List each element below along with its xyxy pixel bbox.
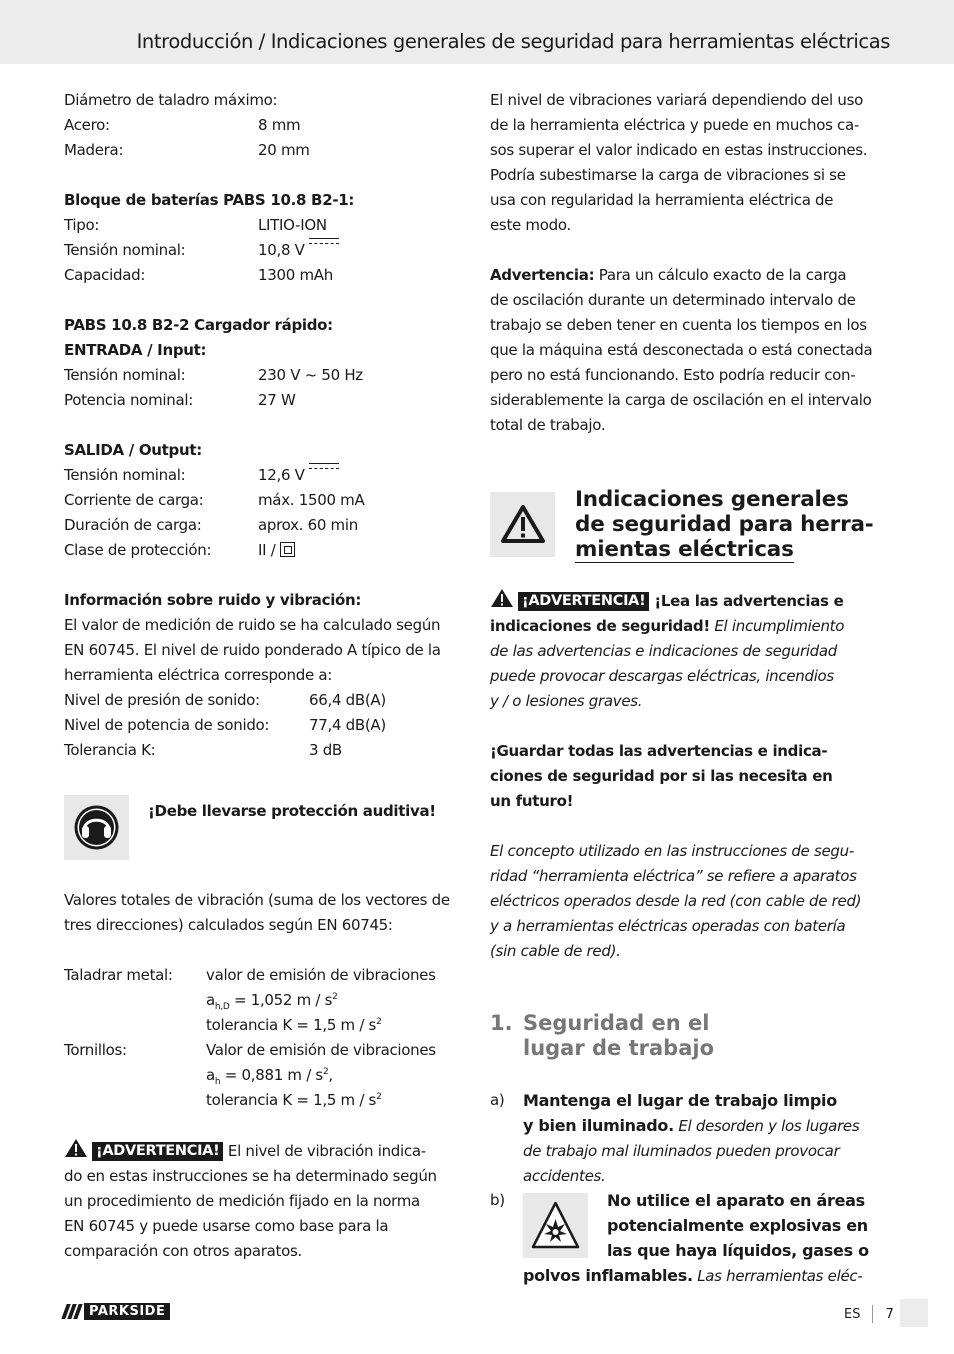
spec-key: Tensión nominal: [64,466,186,484]
paragraph-line: siderablemente la carga de oscilación en el intervalo [490,391,872,409]
spec-value: LITIO-ION [258,216,327,234]
paragraph-line: Podría subestimarse la carga de vibraciones si se [490,166,846,184]
explosive-hazard-icon [523,1193,588,1258]
keep-instructions: un futuro! [490,792,574,810]
output-heading: SALIDA / Output: [64,441,202,459]
spec-key: Nivel de potencia de sonido: [64,716,270,734]
vibration-row [64,1038,464,1063]
logo-stripes-icon [64,1304,80,1319]
warning-line [490,614,890,639]
spec-row [64,738,464,763]
right-column [490,88,890,438]
warning-triangle-icon [490,588,514,608]
section-title-line: mientas eléctricas [575,537,794,562]
advertencia-label: Advertencia: [490,266,595,284]
spec-value: II / [258,541,280,559]
page-footer [844,1305,894,1323]
section-title [575,487,895,562]
spec-key: Diámetro de taladro máximo: [64,91,278,109]
spec-key: Tensión nominal: [64,241,186,259]
language-code: ES [844,1306,861,1322]
list-item-label: a) [490,1091,505,1109]
spec-row [64,688,464,713]
warning-italic: y / o lesiones graves. [490,692,643,710]
list-item-bold-line: potencialmente explosivas en [607,1216,868,1235]
list-item-bold: polvos inflamables. [523,1266,693,1285]
spec-row [64,538,464,563]
warning-triangle-icon [490,492,555,557]
input-heading: ENTRADA / Input: [64,341,207,359]
concept-text: y a herramientas eléctricas operadas con batería [490,917,846,935]
vibration-text: valor de emisión de vibraciones [206,966,436,984]
list-item-bold-line: las que haya líquidos, gases o [607,1241,869,1260]
ear-protection-notice [64,795,464,860]
paragraph-line: total de trabajo. [490,416,606,434]
noise-text: El valor de medición de ruido se ha calculado según EN 60745. El nivel de ruido ponderado A típico de la herramienta eléctrica corresponde a: [64,616,441,684]
subsection-title-line: lugar de trabajo [523,1036,714,1060]
warning-line [490,588,890,614]
paragraph-line: El nivel de vibraciones variará dependiendo del uso [490,91,863,109]
subsection-number: 1. [490,1011,513,1035]
list-item-italic: accidentes. [523,1167,606,1185]
vibration-value: $a_h = 0,881$ m / $s^2$, [206,1066,333,1087]
vibration-row [64,1013,464,1038]
page-header [0,0,954,64]
spec-key: Madera: [64,141,124,159]
spec-key: Corriente de carga: [64,491,204,509]
list-item-text [523,1088,890,1189]
paragraph-line: trabajo se deben tener en cuenta los tiempos en los [490,316,867,334]
advertencia-paragraph [490,263,890,288]
list-item-italic: de trabajo mal iluminados pueden provocar [523,1142,840,1160]
list-item-label: b) [490,1191,505,1209]
spec-row [64,388,464,413]
dc-symbol-icon [309,238,339,247]
noise-heading: Información sobre ruido y vibración: [64,591,362,609]
list-item-text [523,1263,893,1289]
vibration-row [64,988,464,1013]
footer-divider [872,1305,873,1323]
warning-bold: indicaciones de seguridad! [490,617,710,635]
spec-row [64,513,464,538]
list-item [490,1188,890,1288]
spec-key: Tensión nominal: [64,366,186,384]
paragraph-line: este modo. [490,216,571,234]
warning-text: do en estas instrucciones se ha determinado según [64,1167,437,1185]
list-item-bold-line: No utilice el aparato en áreas [607,1191,865,1210]
warning-italic: El incumplimiento [709,617,845,635]
keep-instructions: ciones de seguridad por si las necesita en [490,767,833,785]
spec-value: 12,6 V [258,466,305,484]
warning-italic: de las advertencias e indicaciones de seguridad [490,642,838,660]
spec-value: 3 dB [309,741,342,759]
page-title: Introducción / Indicaciones generales de seguridad para herramientas eléctricas [136,30,890,53]
spec-value: 230 V ~ 50 Hz [258,366,363,384]
spec-value: 66,4 dB(A) [309,691,386,709]
paragraph-line: pero no está funcionando. Esto podría reducir con- [490,366,856,384]
safety-warning-block [490,588,890,964]
warning-text: un procedimiento de medición fijado en la norma [64,1192,420,1210]
warning-badge: ¡ADVERTENCIA! [518,592,649,611]
left-column [64,88,464,763]
spec-key: Tolerancia K: [64,741,156,759]
vibration-text: Valor de emisión de vibraciones [206,1041,436,1059]
paragraph-line: que la máquina está desconectada o está conectada [490,341,873,359]
battery-heading: Bloque de baterías PABS 10.8 B2-1: [64,191,355,209]
warning-italic: puede provocar descargas eléctricas, incendios [490,667,834,685]
warning-text: EN 60745 y puede usarse como base para la [64,1217,389,1235]
spec-row [64,363,464,388]
protection-class-ii-icon [280,542,295,557]
list-item-bold: y bien iluminado. [523,1116,674,1135]
paragraph-line: usa con regularidad la herramienta eléctrica de [490,191,834,209]
vibration-row [64,963,464,988]
spec-row [64,263,464,288]
spec-key: Clase de protección: [64,541,212,559]
paragraph-line: sos superar el valor indicado en estas instrucciones. [490,141,868,159]
list-item-bold [607,1188,897,1263]
spec-row [64,713,464,738]
vibration-row [64,1063,464,1088]
vibration-intro: Valores totales de vibración (suma de los vectores de tres direcciones) calculados según EN 60745: [64,891,450,934]
spec-value: 1300 mAh [258,266,333,284]
subsection-title-line: Seguridad en el [523,1011,710,1035]
spec-key: Capacidad: [64,266,146,284]
brand-logo [64,1303,170,1320]
brand-name: PARKSIDE [84,1303,170,1320]
ear-protection-text: ¡Debe llevarse protección auditiva! [148,802,436,820]
vibration-warning [64,1138,464,1164]
vibration-row [64,1088,464,1113]
list-item-italic: Las herramientas eléc- [692,1267,863,1285]
vibration-section [64,888,464,1264]
vibration-key: Taladrar metal: [64,966,173,984]
spec-row [64,488,464,513]
section-title-line: de seguridad para herra- [575,512,874,537]
safety-section-heading [490,487,890,565]
spec-key: Duración de carga: [64,516,202,534]
spec-value: 20 mm [258,141,310,159]
keep-instructions: ¡Guardar todas las advertencias e indica- [490,742,828,760]
spec-value: aprox. 60 min [258,516,358,534]
vibration-tolerance: tolerancia K = 1,5 m / $s^2$ [206,1016,382,1034]
warning-triangle-icon [64,1138,88,1158]
spec-value: 8 mm [258,116,301,134]
spec-key: Potencia nominal: [64,391,193,409]
warning-text: comparación con otros aparatos. [64,1242,302,1260]
concept-text: (sin cable de red). [490,942,621,960]
section-title-line: Indicaciones generales [575,487,849,512]
list-item-bold: Mantenga el lugar de trabajo limpio [523,1091,837,1110]
warning-text: El nivel de vibración indica- [223,1142,426,1160]
spec-value: 27 W [258,391,296,409]
paragraph-line: de oscilación durante un determinado intervalo de [490,291,856,309]
vibration-key: Tornillos: [64,1041,127,1059]
concept-text: El concepto utilizado en las instrucciones de segu- [490,842,854,860]
spec-key: Acero: [64,116,110,134]
charger-heading: PABS 10.8 B2-2 Cargador rápido: [64,316,333,334]
spec-key: Nivel de presión de sonido: [64,691,260,709]
spec-value: 77,4 dB(A) [309,716,386,734]
spec-row [64,113,464,138]
concept-text: eléctricos operados desde la red (con cable de red) [490,892,862,910]
vibration-value: $a_{h,D} = 1,052$ m / $s^2$ [206,991,338,1012]
warning-badge: ¡ADVERTENCIA! [92,1142,223,1161]
subsection-title [490,1011,714,1061]
concept-text: ridad “herramienta eléctrica” se refiere a aparatos [490,867,857,885]
paragraph-line: Para un cálculo exacto de la carga [594,266,847,284]
spec-key: Tipo: [64,216,100,234]
spec-row [64,138,464,163]
ear-protection-icon [64,795,129,860]
list-item-italic: El desorden y los lugares [673,1117,860,1135]
spec-row [64,213,464,238]
spec-value: máx. 1500 mA [258,491,365,509]
footer-tab [900,1299,928,1327]
vibration-tolerance: tolerancia K = 1,5 m / $s^2$ [206,1091,382,1109]
spec-value: 10,8 V [258,241,305,259]
spec-row [64,88,464,113]
dc-symbol-icon [309,463,339,472]
spec-row [64,463,464,488]
spec-row [64,238,464,263]
page-number: 7 [885,1306,894,1322]
warning-bold: ¡Lea las advertencias e [649,592,844,610]
paragraph-line: de la herramienta eléctrica y puede en muchos ca- [490,116,860,134]
